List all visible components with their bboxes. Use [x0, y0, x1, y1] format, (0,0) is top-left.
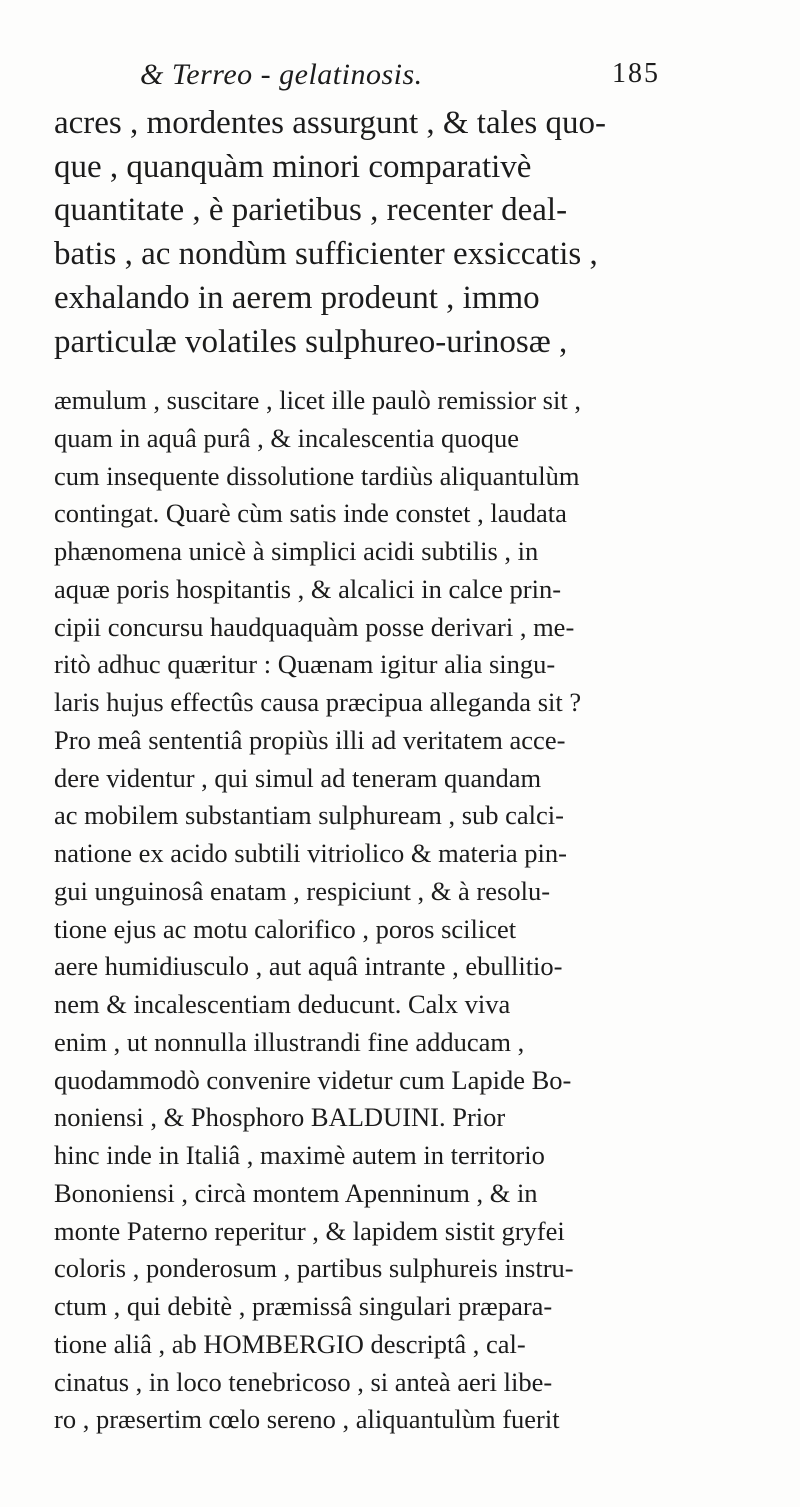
text-line: ritò adhuc quæritur : Quænam igitur alia singu- — [54, 649, 556, 680]
text-line: quam in aquâ purâ , & incalescentia quoque — [54, 422, 520, 453]
text-line: quantitate , è parietibus , recenter deal- — [54, 192, 568, 229]
text-line: phænomena unicè à simplici acidi subtilis , in — [54, 536, 539, 567]
text-line: batis , ac nondùm sufficienter exsiccatis , — [54, 236, 598, 273]
text-line: cinatus , in loco tenebricoso , si anteà aeri libe- — [54, 1366, 553, 1397]
text-line: coloris , ponderosum , partibus sulphureis instru- — [54, 1253, 574, 1284]
text-line: enim , ut nonnulla illustrandi fine adducam , — [54, 1026, 525, 1057]
text-line: cum insequente dissolutione tardiùs aliquantulùm — [54, 460, 580, 491]
text-line: ctum , qui debitè , præmissâ singulari præpara- — [54, 1291, 553, 1322]
text-line: ro , præsertim cœlo sereno , aliquantulùm fuerit — [54, 1404, 560, 1435]
text-line: que , quanquàm minori comparativè — [54, 148, 532, 185]
paragraph-main — [54, 382, 772, 1439]
text-line: particulæ volatiles sulphureo-urinosæ , — [54, 323, 568, 360]
text-line: contingat. Quarè cùm satis inde constet , laudata — [54, 498, 567, 529]
text-line: acres , mordentes assurgunt , & tales quo- — [54, 105, 607, 141]
page-number: 185 — [612, 58, 660, 89]
text-line: cipii concursu haudquaquàm posse derivari , me- — [54, 611, 575, 642]
text-line: tione ejus ac motu calorifico , poros scilicet — [54, 913, 517, 944]
text-line: quodammodò convenire videtur cum Lapide Bo- — [54, 1064, 572, 1095]
paragraph-continuation — [54, 102, 772, 364]
text-line: natione ex acido subtili vitriolico & materia pin- — [54, 838, 567, 869]
text-line: ac mobilem substantiam sulphuream , sub calci- — [54, 800, 564, 831]
text-line: monte Paterno reperitur , & lapidem sistit gryfei — [54, 1215, 565, 1246]
text-line: Pro meâ sententiâ propiùs illi ad veritatem acce- — [54, 724, 566, 755]
text-line: exhalando in aerem prodeunt , immo — [54, 279, 540, 316]
text-line: noniensi , & Phosphoro BALDUINI. Prior — [54, 1102, 506, 1133]
text-line: aere humidiusculo , aut aquâ intrante , ebullitio- — [54, 951, 563, 982]
text-line: Bononiensi , circà montem Apenninum , & in — [54, 1177, 538, 1208]
text-line: aquæ poris hospitantis , & alcalici in calce prin- — [54, 573, 562, 604]
text-line: dere videntur , qui simul ad teneram quandam — [54, 762, 542, 793]
text-line: æmulum , suscitare , licet ille paulò remissior sit , — [54, 385, 581, 416]
text-line: nem & incalescentiam deducunt. Calx viva — [54, 989, 511, 1020]
text-line: gui unguinosâ enatam , respiciunt , & à resolu- — [54, 875, 551, 906]
running-title: & Terreo - gelatinosis. — [140, 58, 423, 91]
text-line: hinc inde in Italiâ , maximè autem in territorio — [54, 1140, 545, 1171]
body-text — [54, 102, 772, 1439]
text-line: laris hujus effectûs causa præcipua alleganda sit ? — [54, 687, 582, 718]
text-line: tione aliâ , ab HOMBERGIO descriptâ , cal- — [54, 1328, 526, 1359]
page-header — [140, 58, 660, 98]
